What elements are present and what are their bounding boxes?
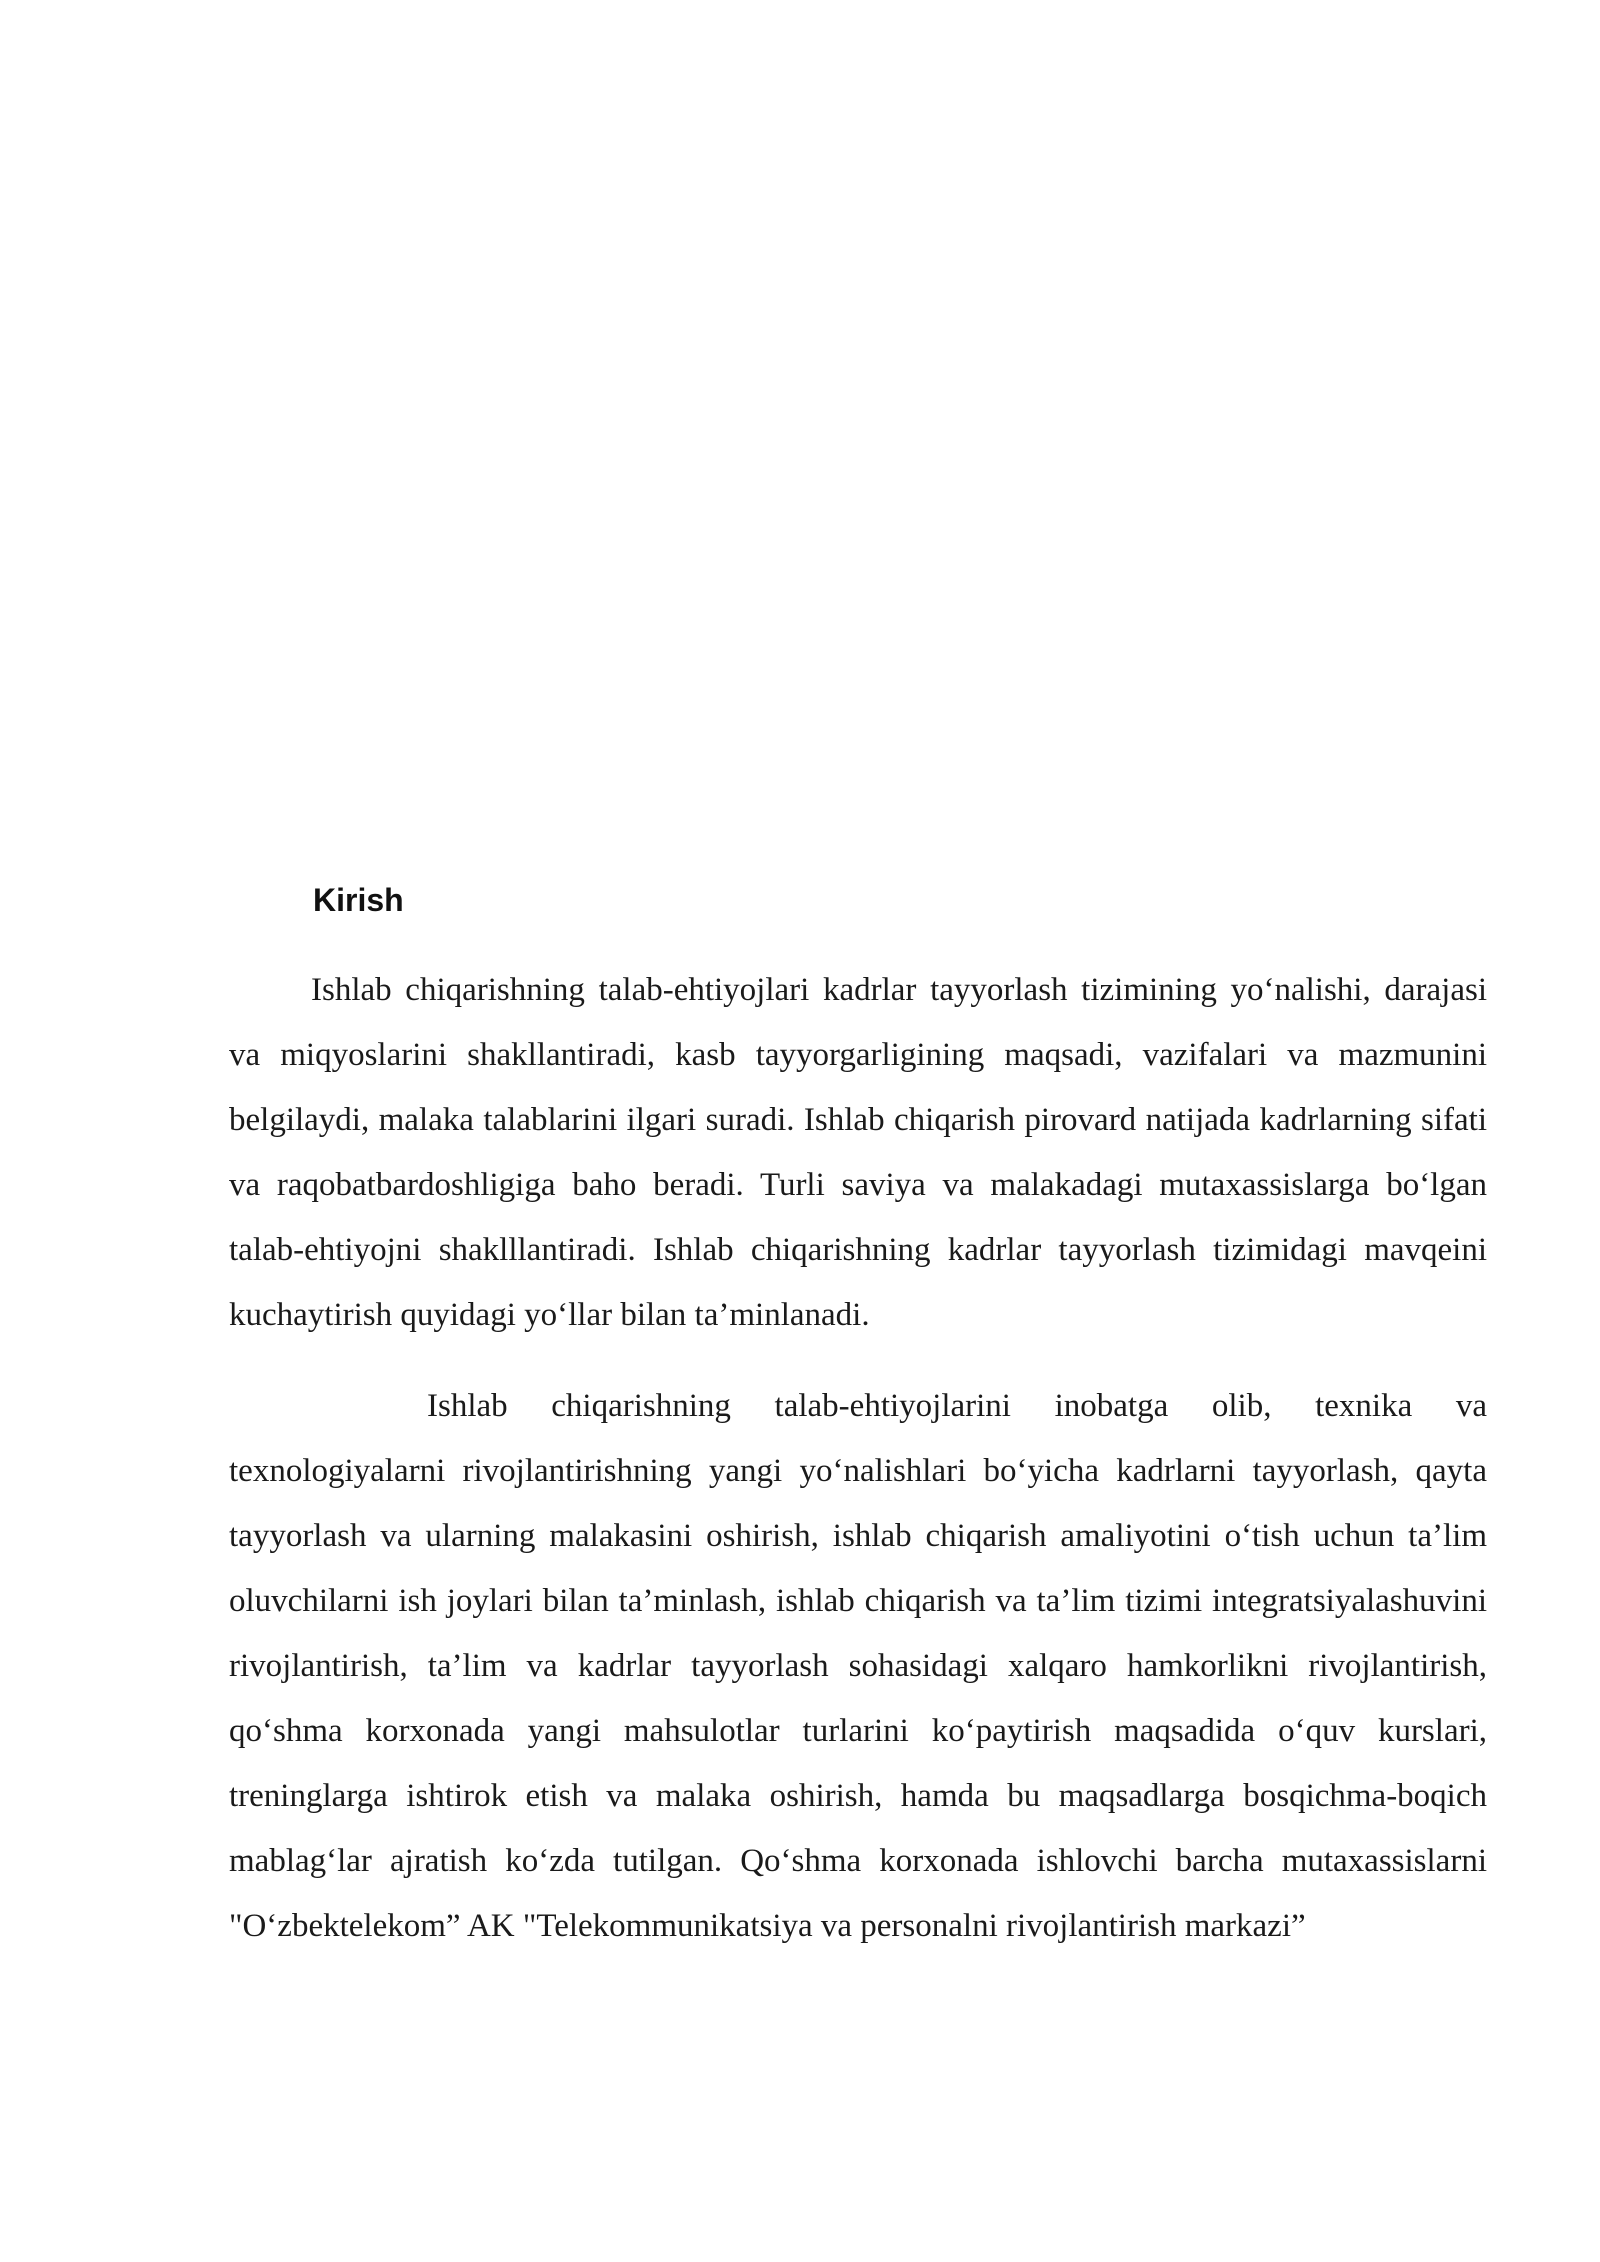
document-body	[229, 880, 1487, 1959]
paragraph-1: Ishlab chiqarishning talab-ehtiyojlari kadrlar tayyorlash tizimining yo‘nalishi, darajasi va miqyoslarini shakllantiradi, kasb tayyorgarligining maqsadi, vazifalari va mazmunini belgilaydi, malaka talablarini ilgari suradi. Ishlab chiqarish pirovard natijada kadrlarning sifati va raqobatbardoshligiga baho beradi. Turli saviya va malakadagi mutaxassislarga bo‘lgan talab-ehtiyojni shaklllantiradi. Ishlab chiqarishning kadrlar tayyorlash tizimidagi mavqeini kuchaytirish quyidagi yo‘llar bilan ta’minlanadi.	[229, 972, 1487, 1333]
paragraph-2: Ishlab chiqarishning talab-ehtiyojlarini inobatga olib, texnika va texnologiyalarni rivojlantirishning yangi yo‘nalishlari bo‘yicha kadrlarni tayyorlash, qayta tayyorlash va ularning malakasini oshirish, ishlab chiqarish amaliyotini o‘tish uchun ta’lim oluvchilarni ish joylari bilan ta’minlash, ishlab chiqarish va ta’lim tizimi integratsiyalashuvini rivojlantirish, ta’lim va kadrlar tayyorlash sohasidagi xalqaro hamkorlikni rivojlantirish, qo‘shma korxonada yangi mahsulotlar turlarini ko‘paytirish maqsadida o‘quv kurslari, treninglarga ishtirok etish va malaka oshirish, hamda bu maqsadlarga bosqichma-boqich mablag‘lar ajratish ko‘zda tutilgan. Qo‘shma korxonada ishlovchi barcha mutaxassislarni "O‘zbektelekom” AK "Telekommunikatsiya va personalni rivojlantirish markazi”	[229, 1388, 1487, 1944]
section-heading: Kirish	[313, 882, 404, 918]
